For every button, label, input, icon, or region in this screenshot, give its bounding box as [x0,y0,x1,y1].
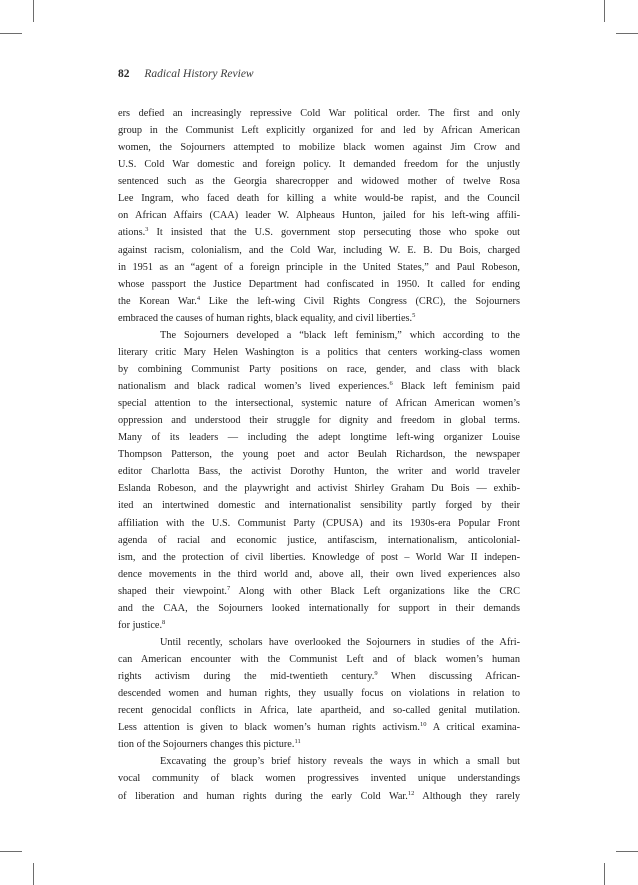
line-text: Eslanda Robeson, and the playwright and activist Shirley Graham Du Bois — exhib- [118,483,520,495]
line-text: sentenced such as the Georgia sharecropper and widowed mother of twelve Rosa [118,176,520,188]
line-text: special attention to the intersectional, systemic nature of African American women’s [118,398,520,410]
text-line [118,429,520,446]
running-head [118,68,254,80]
text-line [118,327,520,344]
text-line [118,139,520,156]
line-text: embraced the causes of human rights, black equality, and civil liberties. [118,312,413,324]
page-number: 82 [118,68,130,80]
line-text: recent genocidal conflicts in Africa, late apartheid, and so-called genital mutilation. [118,705,520,717]
line-text: Until recently, scholars have overlooked the Sojourners in studies of the Afri- [160,636,520,648]
line-text: ism, and the protection of civil liberties. Knowledge of post – World War II indepen- [118,551,520,563]
line-text: the Korean War. [118,295,197,307]
journal-title: Radical History Review [144,68,254,80]
text-line [118,788,520,805]
article-body-text [118,105,520,805]
line-text: affiliation with the U.S. Communist Party (CPUSA) and its 1930s-era Popular Front [118,517,520,529]
footnote-number: 8 [162,618,166,626]
line-text: of liberation and human rights during the early Cold War. [118,790,408,802]
text-line [118,685,520,702]
footnote-number: 3 [145,226,149,234]
line-text: can American encounter with the Communist Left and of black women’s human [118,654,520,665]
line-text: whose passport the Justice Department had confiscated in 1950. It called for ending [118,278,520,290]
line-text: editor Charlotta Bass, the activist Dorothy Hunton, the writer and world traveler [118,466,520,478]
text-line [118,207,520,224]
line-text: ited an intertwined domestic and internationalist sensibility partly forged by their [118,500,520,512]
text-line [118,344,520,361]
line-text: nationalism and black radical women’s lived experiences. [118,381,390,392]
text-line [118,156,520,173]
line-text: ations. [118,227,146,239]
text-line [118,105,520,122]
text-line [118,497,520,514]
crop-mark-top-right-vertical [604,0,605,22]
line-text-continued: Although they rarely [414,790,520,802]
text-line [118,549,520,566]
line-text: oppression and understood their struggle for dignity and freedom in global terms. [118,415,520,427]
line-text: agenda of racial and economic justice, antifascism, internationalism, anticolonial- [118,534,520,546]
line-text: literary critic Mary Helen Washington is a politics that centers working-class women [118,346,520,358]
text-line [118,651,520,668]
crop-mark-top-left-horizontal [0,33,22,34]
crop-mark-bottom-left-vertical [33,863,34,885]
footnote-number: 7 [227,584,231,592]
text-line [118,583,520,600]
line-text: ers defied an increasingly repressive Cold War political order. The first and only [118,108,520,119]
text-line [118,702,520,719]
text-line [118,361,520,378]
text-line [118,566,520,583]
line-text-continued: Along with other Black Left organizations like the CRC [230,585,520,597]
text-line [118,617,520,634]
line-text: descended women and human rights, they usually focus on violations in relation to [118,688,520,700]
crop-mark-top-left-vertical [33,0,34,22]
crop-mark-bottom-right-horizontal [616,851,638,852]
crop-mark-bottom-right-vertical [604,863,605,885]
text-line [118,122,520,139]
line-text-continued: A critical examina- [426,722,520,734]
line-text: in 1951 as an “agent of a foreign principle in the United States,” and Paul Robeson, [118,261,520,273]
text-line [118,532,520,549]
footnote-number: 5 [412,311,416,319]
line-text: by combining Communist Party positions on race, gender, and class with black [118,363,520,375]
line-text: Less attention is given to black women’s human rights activism. [118,722,420,734]
line-text: on African Affairs (CAA) leader W. Alpheaus Hunton, jailed for his left-wing affili- [118,210,520,222]
crop-mark-top-right-horizontal [616,33,638,34]
footnote-number: 12 [407,789,415,797]
line-text: Excavating the group’s brief history reveals the ways in which a small but [160,756,520,768]
text-line [118,463,520,480]
line-text: U.S. Cold War domestic and foreign policy. It demanded freedom for the unjustly [118,159,520,171]
text-line [118,293,520,310]
text-line [118,736,520,753]
line-text: The Sojourners developed a “black left feminism,” which according to the [160,329,520,341]
text-line [118,395,520,412]
line-text-continued: When discussing African- [377,671,520,683]
footnote-number: 4 [196,294,201,302]
text-line [118,190,520,207]
text-line [118,242,520,259]
footnote-number: 6 [389,380,393,387]
text-line [118,276,520,293]
line-text: shaped their viewpoint. [118,585,228,597]
footnote-number: 9 [374,670,378,678]
line-text: dence movements in the third world and, above all, their own lived experiences also [118,568,520,580]
text-line [118,480,520,497]
line-text: women, the Sojourners attempted to mobilize black women against Jim Crow and [118,142,520,154]
text-line [118,378,520,395]
text-line [118,753,520,770]
text-line [118,668,520,685]
line-text: Lee Ingram, who faced death for killing a white would-be rapist, and the Council [118,193,520,205]
footnote-number: 10 [420,721,427,729]
line-text: group in the Communist Left explicitly organized for and led by African American [118,125,520,137]
text-line [118,634,520,651]
line-text-continued: Black left feminism paid [392,381,520,392]
line-text: Thompson Patterson, the young poet and actor Beulah Richardson, the newspaper [118,449,520,461]
line-text: Many of its leaders — including the adept longtime left-wing organizer Louise [118,432,520,444]
line-text-continued: It insisted that the U.S. government stop persecuting those who spoke out [148,227,520,239]
line-text: tion of the Sojourners changes this picture. [118,739,295,751]
line-text: vocal community of black women progressives invented unique understandings [118,773,520,785]
text-line [118,224,520,241]
line-text: and the CAA, the Sojourners looked internationally for support in their demands [118,602,520,614]
text-line [118,770,520,787]
line-text: rights activism during the mid-twentieth century. [118,671,375,683]
text-line [118,412,520,429]
text-line [118,719,520,736]
line-text: against racism, colonialism, and the Cold War, including W. E. B. Du Bois, charged [118,244,520,256]
text-line [118,446,520,463]
text-line [118,600,520,617]
crop-mark-bottom-left-horizontal [0,851,22,852]
text-line [118,259,520,276]
line-text-continued: Like the left-wing Civil Rights Congress (CRC), the Sojourners [200,295,520,307]
text-line [118,515,520,532]
footnote-number: 11 [294,738,301,746]
text-line [118,310,520,327]
text-line [118,173,520,190]
line-text: for justice. [118,619,163,631]
